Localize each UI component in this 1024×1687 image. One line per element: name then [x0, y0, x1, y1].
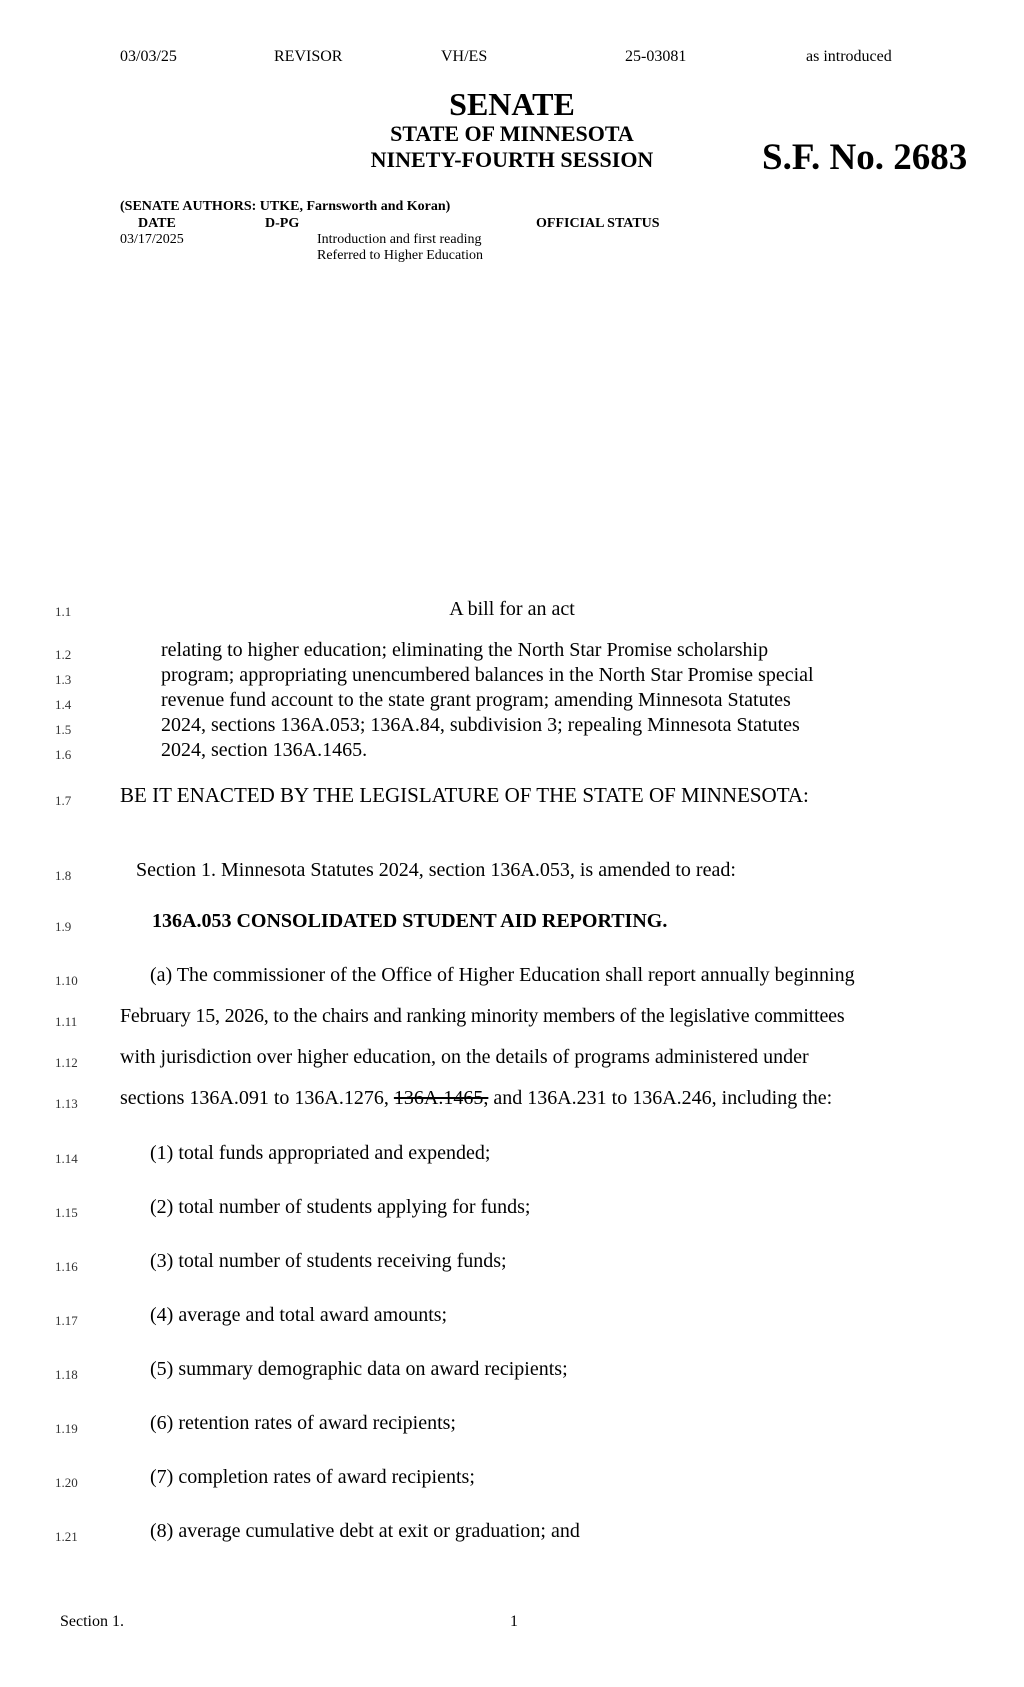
list-item: (1) total funds appropriated and expended; — [150, 1142, 491, 1164]
list-item: (3) total number of students receiving funds; — [150, 1250, 507, 1272]
line-number: 1.10 — [55, 973, 78, 988]
status-col-date: DATE — [138, 216, 176, 231]
line-number: 1.1 — [55, 604, 72, 619]
header-status: as introduced — [806, 48, 892, 65]
paragraph-line: with jurisdiction over higher education, on the details of programs administered under — [120, 1046, 809, 1068]
bill-title-line: program; appropriating unencumbered balances in the North Star Promise special — [161, 664, 814, 686]
bill-title-line: revenue fund account to the state grant program; amending Minnesota Statutes — [161, 689, 791, 711]
list-item: (6) retention rates of award recipients; — [150, 1412, 456, 1434]
line-number: 1.18 — [55, 1367, 78, 1382]
line-number: 1.21 — [55, 1529, 78, 1544]
line-number: 1.12 — [55, 1055, 78, 1070]
bill-caption: A bill for an act — [449, 598, 575, 620]
status-col-official: OFFICIAL STATUS — [536, 216, 660, 231]
bill-title-line: relating to higher education; eliminating the North Star Promise scholarship — [161, 639, 769, 661]
line-number: 1.16 — [55, 1259, 78, 1274]
status-row-action: Referred to Higher Education — [317, 248, 483, 263]
paragraph-line: (a) The commissioner of the Office of Higher Education shall report annually beginning — [150, 964, 855, 986]
line-number: 1.14 — [55, 1151, 78, 1166]
line-number: 1.4 — [55, 697, 72, 712]
enacting-clause: BE IT ENACTED BY THE LEGISLATURE OF THE STATE OF MINNESOTA: — [120, 783, 809, 807]
text-segment: sections 136A.091 to 136A.1276, — [120, 1087, 389, 1109]
paragraph-line — [120, 1087, 832, 1110]
list-item: (2) total number of students applying for funds; — [150, 1196, 531, 1218]
line-number: 1.6 — [55, 747, 72, 762]
header-initials: VH/ES — [441, 48, 488, 65]
line-number: 1.9 — [55, 919, 72, 934]
line-number: 1.8 — [55, 868, 72, 883]
line-number: 1.5 — [55, 722, 72, 737]
session-title: NINETY-FOURTH SESSION — [370, 147, 654, 172]
status-row-date: 03/17/2025 — [120, 232, 184, 247]
line-number: 1.15 — [55, 1205, 78, 1220]
senate-authors: (SENATE AUTHORS: UTKE, Farnsworth and Koran) — [120, 199, 451, 214]
header-date: 03/03/25 — [120, 48, 177, 65]
line-number: 1.7 — [55, 793, 72, 808]
bill-title-line: 2024, sections 136A.053; 136A.84, subdivision 3; repealing Minnesota Statutes — [161, 714, 800, 736]
stricken-text: 136A.1465, — [393, 1087, 489, 1109]
list-item: (4) average and total award amounts; — [150, 1304, 448, 1326]
list-item: (5) summary demographic data on award recipients; — [150, 1358, 568, 1380]
section-heading: 136A.053 CONSOLIDATED STUDENT AID REPORTING. — [152, 910, 668, 932]
state-title: STATE OF MINNESOTA — [390, 121, 634, 146]
status-col-dpg: D-PG — [265, 216, 300, 231]
line-number: 1.2 — [55, 647, 72, 662]
line-number: 1.3 — [55, 672, 72, 687]
status-row-action: Introduction and first reading — [317, 232, 482, 247]
bill-number: S.F. No. 2683 — [762, 137, 968, 178]
line-number: 1.19 — [55, 1421, 78, 1436]
list-item: (8) average cumulative debt at exit or graduation; and — [150, 1520, 580, 1542]
text-segment: and 136A.231 to 136A.246, including the: — [493, 1087, 833, 1109]
section-intro: Section 1. Minnesota Statutes 2024, section 136A.053, is amended to read: — [136, 859, 736, 881]
page-number: 1 — [510, 1613, 518, 1630]
footer-section: Section 1. — [60, 1613, 124, 1630]
line-number: 1.20 — [55, 1475, 78, 1490]
header-doc-number: 25-03081 — [625, 48, 687, 65]
line-number: 1.17 — [55, 1313, 78, 1328]
header-revisor: REVISOR — [274, 48, 343, 65]
bill-title-line: 2024, section 136A.1465. — [161, 739, 368, 761]
chamber-title: SENATE — [449, 86, 575, 122]
paragraph-line: February 15, 2026, to the chairs and ranking minority members of the legislative committees — [120, 1005, 845, 1027]
line-number: 1.13 — [55, 1096, 78, 1111]
list-item: (7) completion rates of award recipients; — [150, 1466, 475, 1488]
line-number: 1.11 — [55, 1014, 78, 1029]
